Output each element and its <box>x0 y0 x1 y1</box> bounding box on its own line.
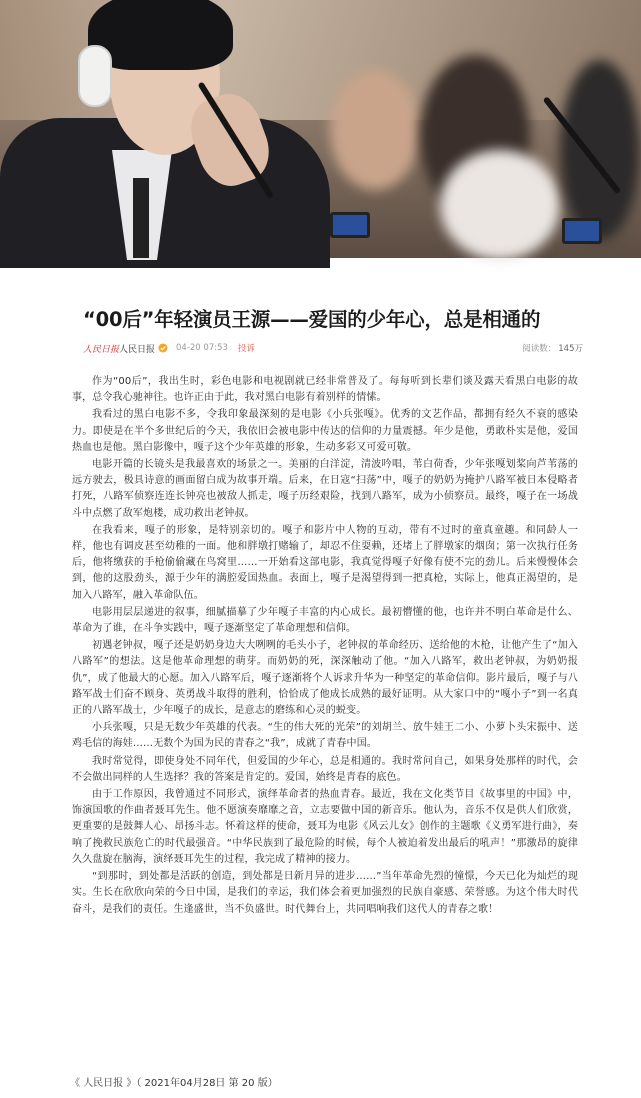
photo-desk-monitor <box>562 218 602 244</box>
logo-text: 人民日报 <box>83 345 120 355</box>
article-footer-citation: 《 人民日报 》（ 2021年04月28日 第 20 版） <box>70 1078 278 1089</box>
photo-blurred-delegate-shirt <box>440 150 560 260</box>
article-paragraph: 电影用层层递进的叙事，细腻描摹了少年嘎子丰富的内心成长。最初懵懂的他，也许并不明白革命是什么、革命为了谁，在斗争实践中，嘎子逐渐坚定了革命理想和信仰。 <box>72 606 578 635</box>
article-paragraph: 由于工作原因，我曾通过不同形式，演绎革命者的热血青春。最近，我在文化类节目《故事里的中国》中，饰演国歌的作曲者聂耳先生。他不愿演奏靡靡之音，立志要做中国的新音乐。他认为，音乐不仅是供人们欣赏，更重要的是鼓舞人心、昂扬斗志。怀着这样的使命，聂耳为电影《风云儿女》创作的主题歌《义勇军进行曲》，奏响了挽救民族危亡的时代最强音。“中华民族到了最危险的时候，每个人被迫着发出最后的吼声！”那激昂的旋律久久盘旋在脑海，演绎聂耳先生的过程，我完成了精神的接力。 <box>72 789 578 865</box>
peoples-daily-logo-icon[interactable] <box>83 342 120 355</box>
article-paragraph: 初遇老钟叔，嘎子还是奶奶身边大大咧咧的毛头小子，老钟叔的革命经历、送给他的木枪，让他产生了“加入八路军”的想法。这是他革命理想的萌芽。而奶奶的死，深深触动了他。“加入八路军，救出老钟叔，为奶奶报仇”，成了他最大的心愿。加入八路军后，嘎子逐渐将个人诉求升华为一种坚定的革命信仰。影片最后，嘎子与八路军战士们奋不顾身、英勇战斗取得的胜利，恰恰成了他成长成熟的最好证明。从大家口中的“嘎小子”到一名真正的八路军战士，少年嘎子的成长，是意志的磨练和心灵的蜕变。 <box>72 640 578 717</box>
article-paragraph: “到那时，到处都是活跃的创造，到处都是日新月异的进步……”当年革命先烈的憧憬，今天已化为灿烂的现实。生长在欣欣向荣的今日中国，是我们的幸运，我们体会着更加强烈的民族自豪感、荣誉感。为这个伟大时代奋斗，是我们的责任。生逢盛世，当不负盛世。时代舞台上，共同唱响我们这代人的青春之歌！ <box>72 871 578 915</box>
report-link[interactable]: 投诉 <box>237 344 255 354</box>
photo-headset-icon <box>78 45 112 107</box>
source-name-link[interactable]: 人民日报 <box>119 344 156 355</box>
article-body <box>72 374 578 919</box>
publish-time: 04-20 07:53 <box>176 343 228 353</box>
article-paragraph: 我时常觉得，即使身处不同年代，但爱国的少年心，总是相通的。我时常问自己，如果身处那样的时代，会不会做出同样的人生选择？我的答案是肯定的。爱国，始终是青春的底色。 <box>72 755 578 783</box>
article-paragraph: 小兵张嘎，只是无数少年英雄的代表。“生的伟大死的光荣”的刘胡兰、放牛娃王二小、小萝卜头宋振中、送鸡毛信的海娃……无数个为国为民的青春之“我”，成就了青春中国。 <box>72 722 578 750</box>
article-paragraph: 我看过的黑白电影不多，令我印象最深刻的是电影《小兵张嘎》。优秀的文艺作品，都拥有经久不衰的感染力。即使是在半个多世纪后的今天，我依旧会被电影中传达的信仰的力量震撼。年少是他，勇敢朴实是他，爱国热血也是他。黑白影像中，嘎子这个少年英雄的形象，生动多彩又可爱可敬。 <box>72 409 578 453</box>
views-label: 阅读数： <box>522 344 557 354</box>
article-title: “00后”年轻演员王源——爱国的少年心，总是相通的 <box>83 308 541 331</box>
photo-blurred-delegate <box>330 70 420 190</box>
article-meta-bar <box>83 339 583 357</box>
article-sheet <box>58 276 590 1098</box>
article-paragraph: 在我看来，嘎子的形象，是特别亲切的。嘎子和影片中人物的互动，带有不过时的童真童趣。和同龄人一样，他也有调皮甚至幼稚的一面。他和胖墩打赌输了，却忍不住耍赖，还堵上了胖墩家的烟囱；第一次执行任务后，他将缴获的手枪偷偷藏在鸟窝里……一开始看这部电影，我真觉得嘎子好像有使不完的劲儿。后来慢慢体会到，他的这股劲头，源于少年的满腔爱国热血。表面上，嘎子是渴望得到一把真枪，实际上，他真正渴望的，是加入八路军，融入革命队伍。 <box>72 524 578 601</box>
photo-person-tie <box>133 178 149 258</box>
photo-blurred-delegate-right <box>560 60 640 240</box>
views-count: 145万 <box>558 344 583 354</box>
verified-badge-icon <box>158 343 168 353</box>
article-paragraph: 电影开篇的长镜头是我最喜欢的场景之一。美丽的白洋淀，清波吟唱，苇白荷香，少年张嘎划桨向芦苇荡的远方驶去，极具诗意的画面留白成为故事开端。后来，在日寇“扫荡”中，嘎子的奶奶为掩护八路军被日本侵略者打死，八路军侦察连连长钟亮也被敌人抓走，嘎子历经艰险，找到八路军，成为小侦察员。最终，嘎子在一场战斗中点燃了敌军炮楼，成功救出老钟叔。 <box>72 459 578 519</box>
photo-desk-monitor <box>330 212 370 238</box>
hero-photo <box>0 0 641 258</box>
article-paragraph: 作为“00后”，我出生时，彩色电影和电视剧就已经非常普及了。每每听到长辈们谈及露天看黑白电影的故事，总令我心驰神往。也许正由于此，我对黑白电影有着别样的情愫。 <box>72 376 578 404</box>
